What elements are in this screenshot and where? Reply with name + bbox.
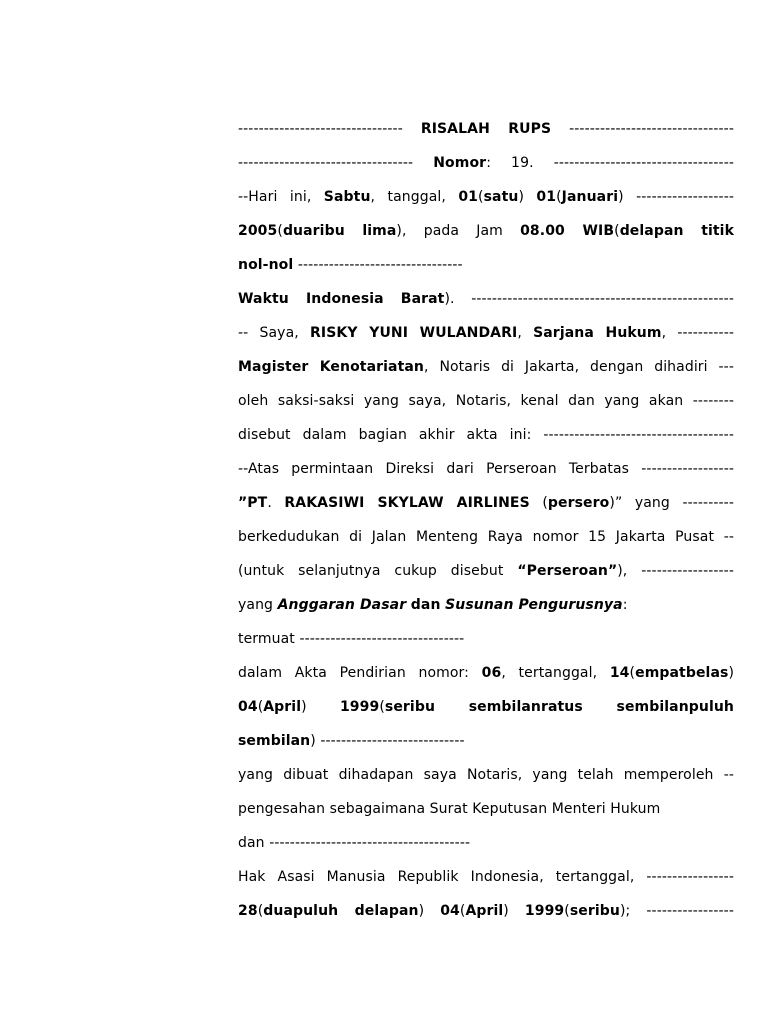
text-run: seribu sembilanratus sembilanpuluh — [384, 699, 734, 715]
line-content — [238, 869, 734, 885]
line-content — [238, 393, 734, 409]
text-run: -------- — [692, 393, 734, 409]
line-content — [238, 291, 734, 307]
line-content — [238, 563, 734, 579]
text-run: 28 — [238, 903, 258, 919]
text-run: dalam Akta Pendirian nomor: — [238, 665, 482, 681]
text-line — [238, 289, 734, 309]
text-run: disebut dalam bagian akhir akta ini: — [238, 427, 544, 443]
text-run: ( — [379, 699, 385, 715]
line-content — [238, 665, 734, 681]
text-run: Susunan Pengurusnya — [445, 597, 623, 613]
text-run — [551, 121, 569, 137]
line-content — [238, 155, 734, 171]
text-run: duapuluh delapan — [263, 903, 419, 919]
text-run — [413, 155, 433, 171]
text-run: 2005 — [238, 223, 278, 239]
text-line — [238, 833, 734, 853]
line-content — [238, 461, 734, 477]
text-run: termuat — [238, 631, 300, 647]
text-line — [238, 901, 734, 921]
line-content — [238, 801, 660, 817]
text-line — [238, 357, 734, 377]
line-content — [238, 835, 470, 851]
line-content — [238, 733, 465, 749]
text-run: sembilan — [238, 733, 311, 749]
text-line — [238, 629, 734, 649]
text-line — [238, 119, 734, 139]
text-run — [403, 121, 421, 137]
text-line — [238, 323, 734, 343]
text-line — [238, 595, 734, 615]
text-run: RISKY YUNI WULANDARI — [310, 325, 518, 341]
text-run: ); — [619, 903, 647, 919]
text-run: ------------------------------------- — [543, 427, 734, 443]
text-run: Magister Kenotariatan — [238, 359, 425, 375]
text-run: 06 — [481, 665, 502, 681]
text-run: 04 — [238, 699, 258, 715]
text-run: ( — [629, 665, 636, 681]
text-run: , — [661, 325, 678, 341]
text-run: 08.00 WIB — [520, 223, 615, 239]
text-line — [238, 527, 734, 547]
text-run: ---------------------------- — [320, 733, 465, 749]
text-run: ------------------ — [641, 563, 734, 579]
text-run: empatbelas — [635, 665, 729, 681]
line-content — [238, 903, 734, 919]
text-run: RAKASIWI SKYLAW AIRLINES — [284, 495, 530, 511]
text-line — [238, 731, 734, 751]
text-run: ) — [310, 733, 321, 749]
text-run: ------------------- — [636, 189, 734, 205]
text-run: ) — [301, 699, 340, 715]
text-run: satu — [483, 189, 519, 205]
text-run: yang dibuat dihadapan saya Notaris, yang telah memperoleh — [238, 767, 724, 783]
text-run: 1999 — [339, 699, 380, 715]
text-run: --------------------------------------------------- — [471, 291, 734, 307]
text-run: dan — [238, 835, 270, 851]
text-run: ) — [518, 189, 537, 205]
text-line — [238, 765, 734, 785]
text-run: persero — [547, 495, 610, 511]
text-run: ---------- — [682, 495, 734, 511]
text-run: Anggaran Dasar — [277, 597, 407, 613]
text-run: 01 — [458, 189, 479, 205]
text-run: duaribu lima — [282, 223, 397, 239]
text-run: -------------------------------- — [238, 121, 403, 137]
text-run: Waktu Indonesia Barat — [238, 291, 445, 307]
text-run: ----------------------------------- — [553, 155, 734, 171]
text-run: delapan titik — [619, 223, 734, 239]
text-run: ( — [529, 495, 548, 511]
text-run: , Notaris di Jakarta, dengan dihadiri — [424, 359, 719, 375]
text-run: April — [263, 699, 302, 715]
line-content — [238, 325, 734, 341]
text-run: , — [517, 325, 534, 341]
text-run: --Atas permintaan Direksi dari Perseroan Terbatas — [238, 461, 642, 477]
text-run: dan — [410, 597, 441, 613]
text-run: ( — [459, 903, 466, 919]
text-run: ----------------- — [646, 903, 734, 919]
text-run: -------------------------------- — [299, 631, 465, 647]
text-run: Januari — [561, 189, 619, 205]
text-line — [238, 561, 734, 581]
text-run: ) — [503, 903, 525, 919]
text-run: oleh saksi-saksi yang saya, Notaris, kenal dan yang akan — [238, 393, 693, 409]
text-run: ( — [277, 223, 283, 239]
text-run: 04 — [440, 903, 460, 919]
text-run: : 19. — [486, 155, 554, 171]
text-run: --Hari ini, — [238, 189, 324, 205]
text-run: ( — [564, 903, 570, 919]
text-run: , tanggal, — [370, 189, 459, 205]
text-run: ) — [618, 189, 637, 205]
text-line — [238, 867, 734, 887]
line-content — [238, 121, 734, 137]
text-run: nol-nol — [238, 257, 294, 273]
text-run: (untuk selanjutnya cukup disebut — [238, 563, 518, 579]
text-run: yang — [238, 597, 278, 613]
line-content — [238, 257, 463, 273]
text-line — [238, 425, 734, 445]
text-line — [238, 153, 734, 173]
text-run: ) — [418, 903, 441, 919]
text-run: 14 — [609, 665, 630, 681]
text-run: Hak Asasi Manusia Republik Indonesia, tertanggal, — [238, 869, 647, 885]
text-line — [238, 493, 734, 513]
text-run: -- — [723, 767, 734, 783]
text-line — [238, 391, 734, 411]
line-content — [238, 495, 734, 511]
line-content — [238, 223, 734, 239]
text-run: ( — [257, 903, 264, 919]
text-run: ( — [478, 189, 484, 205]
text-run: ----------------- — [646, 869, 734, 885]
text-run: Sabtu — [323, 189, 371, 205]
line-content — [238, 767, 734, 783]
text-run: --- — [718, 359, 734, 375]
text-line — [238, 187, 734, 207]
text-run: “Perseroan” — [517, 563, 618, 579]
text-line — [238, 221, 734, 241]
text-run: ------------------ — [641, 461, 734, 477]
text-run: RISALAH RUPS — [420, 121, 552, 137]
text-run: seribu — [569, 903, 620, 919]
text-line — [238, 799, 734, 819]
text-run: -------------------------------- — [569, 121, 734, 137]
text-run: pengesahan sebagaimana Surat Keputusan Menteri Hukum — [238, 801, 661, 817]
text-run: berkedudukan di Jalan Menteng Raya nomor 15 Jakarta Pusat — [238, 529, 724, 545]
text-run: : — [622, 597, 628, 613]
text-run: ( — [257, 699, 264, 715]
text-line — [238, 255, 734, 275]
text-run: ( — [556, 189, 562, 205]
text-run: ). — [444, 291, 472, 307]
text-run: ”PT — [238, 495, 268, 511]
text-run: Nomor — [433, 155, 487, 171]
text-run: -- — [723, 529, 734, 545]
text-run: )” yang — [609, 495, 683, 511]
line-content — [238, 631, 464, 647]
line-content — [238, 359, 734, 375]
line-content — [238, 597, 628, 613]
text-run: ---------------------------------- — [238, 155, 414, 171]
text-run: Sarjana Hukum — [533, 325, 662, 341]
text-run: --------------------------------------- — [269, 835, 471, 851]
text-run: ), pada Jam — [396, 223, 521, 239]
text-run: . — [267, 495, 285, 511]
text-run: 01 — [536, 189, 557, 205]
text-line — [238, 459, 734, 479]
line-content — [238, 699, 734, 715]
text-run: ----------- — [677, 325, 734, 341]
text-run: April — [465, 903, 504, 919]
text-run: -- Saya, — [238, 325, 311, 341]
text-run: , tertanggal, — [501, 665, 610, 681]
text-run: ( — [614, 223, 620, 239]
line-content — [238, 189, 734, 205]
text-run: 1999 — [524, 903, 565, 919]
text-line — [238, 663, 734, 683]
text-run: ), — [617, 563, 642, 579]
text-run: ) — [728, 665, 734, 681]
text-run: -------------------------------- — [297, 257, 463, 273]
line-content — [238, 529, 734, 545]
text-line — [238, 697, 734, 717]
line-content — [238, 427, 734, 443]
